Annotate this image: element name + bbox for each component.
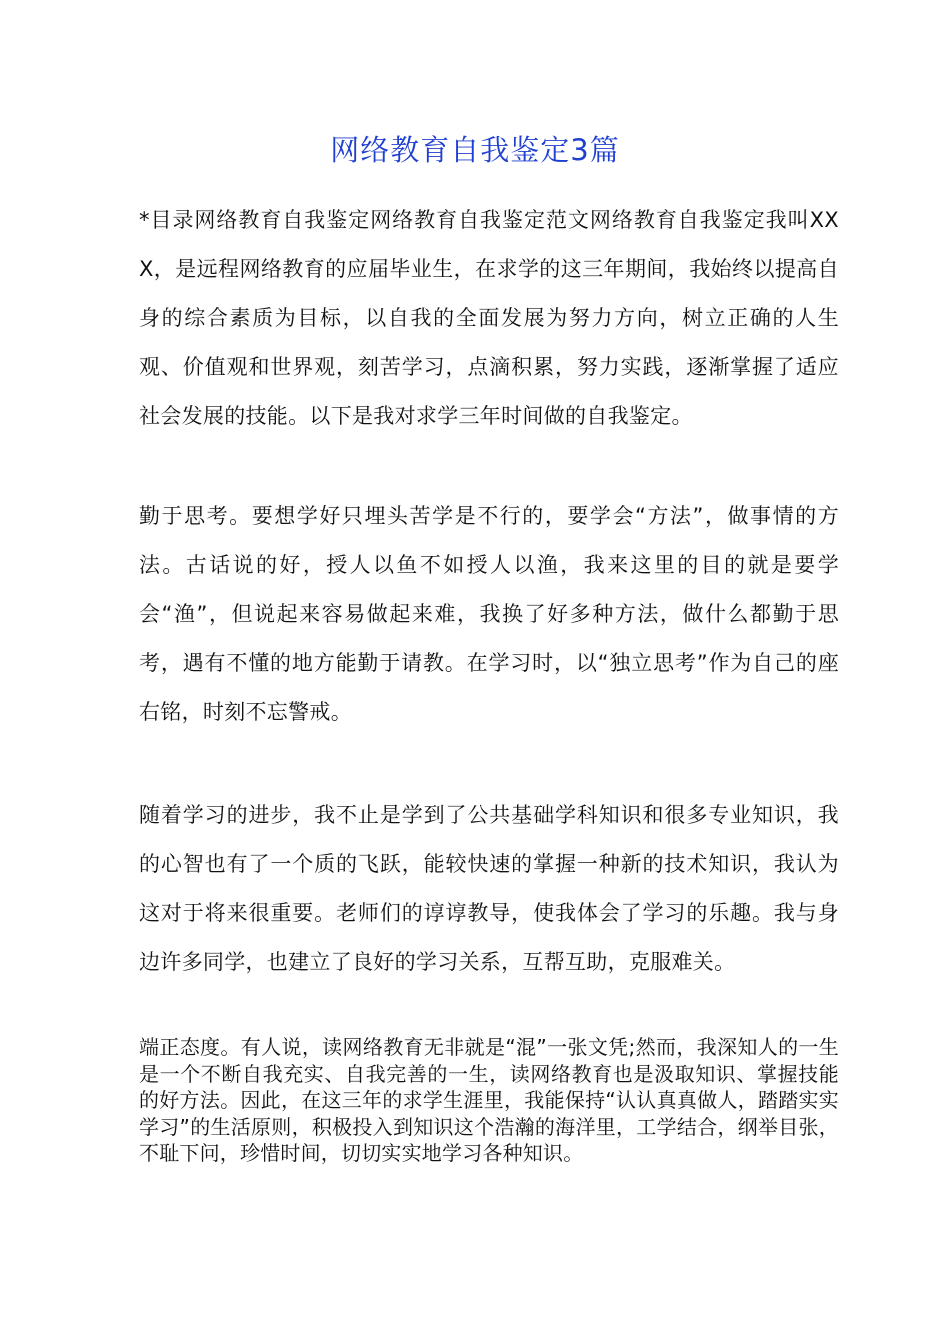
paragraph-intro: *目录网络教育自我鉴定网络教育自我鉴定范文网络教育自我鉴定我叫XXX，是远程网络教育的应届毕业生，在求学的这三年期间，我始终以提高自身的综合素质为目标，以自我的全面发展为努力方向，树立正确的人生观、价值观和世界观，刻苦学习，点滴积累，努力实践，逐渐掌握了适应社会发展的技能。以下是我对求学三年时间做的自我鉴定。 [139, 208, 839, 428]
paragraph-thinking: 勤于思考。要想学好只埋头苦学是不行的，要学会“方法”，做事情的方法。古话说的好，授人以鱼不如授人以渔，我来这里的目的就是要学会“渔”，但说起来容易做起来难，我换了好多种方法，做什么都勤于思考，遇有不懂的地方能勤于请教。在学习时，以“独立思考”作为自己的座右铭，时刻不忘警戒。 [139, 504, 839, 724]
paragraph-attitude: 端正态度。有人说，读网络教育无非就是“混”一张文凭;然而，我深知人的一生是一个不断自我充实、自我完善的一生，读网络教育也是汲取知识、掌握技能的好方法。因此，在这三年的求学生涯里，我能保持“认认真真做人，踏踏实实学习”的生活原则，积极投入到知识这个浩瀚的海洋里，工学结合，纲举目张，不耻下问，珍惜时间，切切实实地学习各种知识。 [139, 1035, 839, 1165]
paragraph-progress: 随着学习的进步，我不止是学到了公共基础学科知识和很多专业知识，我的心智也有了一个质的飞跃，能较快速的掌握一种新的技术知识，我认为这对于将来很重要。老师们的谆谆教导，使我体会了学习的乐趣。我与身边许多同学，也建立了良好的学习关系，互帮互助，克服难关。 [139, 803, 839, 974]
document-title: 网络教育自我鉴定3篇 [330, 133, 620, 167]
